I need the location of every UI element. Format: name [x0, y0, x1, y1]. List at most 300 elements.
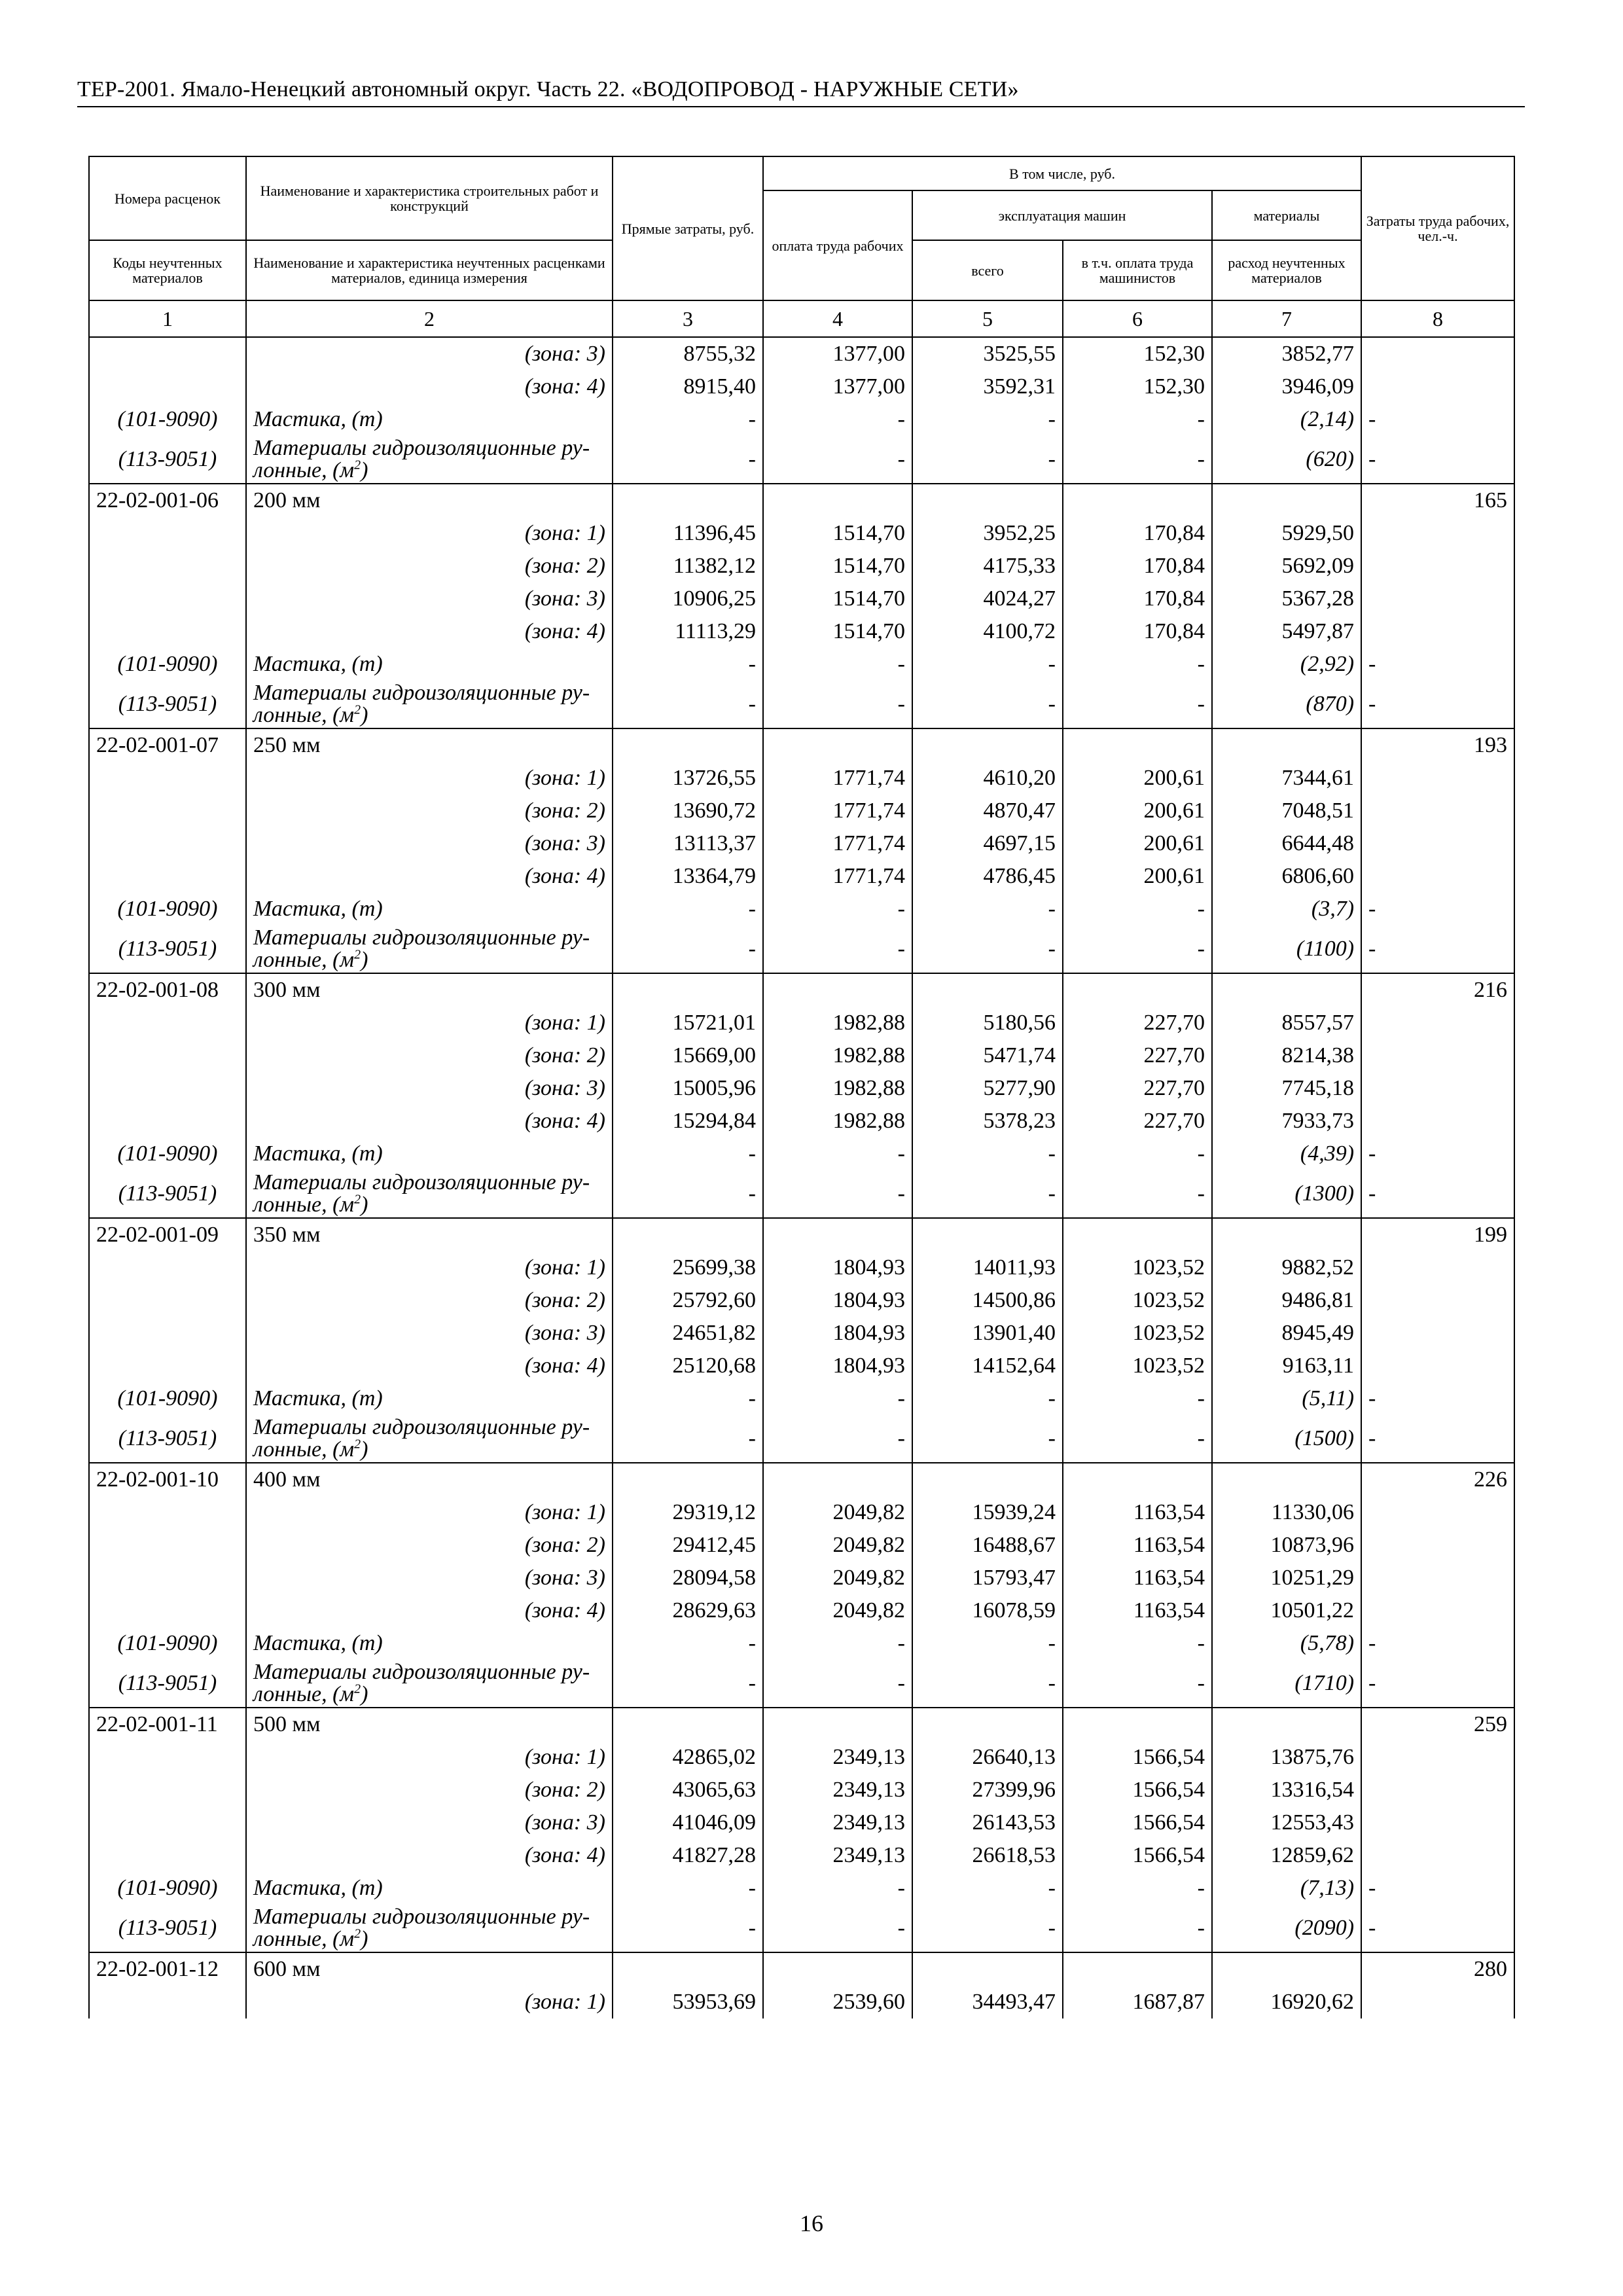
material-code: (101-9090): [89, 1872, 246, 1905]
unit-exponent: 2: [354, 1926, 361, 1941]
table-row: [89, 1562, 1514, 1594]
cell-empty: [1361, 1105, 1514, 1138]
machinist-pay-value: 1163,54: [1063, 1529, 1212, 1562]
materials-value: 7048,51: [1212, 795, 1361, 827]
cell-empty: [89, 1839, 246, 1872]
table-row: [89, 1138, 1514, 1170]
machine-total-value: -: [912, 648, 1063, 681]
direct-costs-value: -: [613, 1627, 763, 1660]
table-row: [89, 1284, 1514, 1317]
labor-costs-value: 199: [1361, 1218, 1514, 1251]
worker-pay-value: 1514,70: [763, 550, 912, 583]
material-name-line: Материалы гидроизоляционные ру-: [253, 1660, 590, 1684]
cell-empty: [89, 1284, 246, 1317]
table-row: [89, 681, 1514, 728]
machine-total-value: 4024,27: [912, 583, 1063, 615]
work-description: 250 мм: [246, 728, 613, 762]
cell-empty: [89, 1007, 246, 1039]
cell-empty: [89, 762, 246, 795]
machine-total-value: 4786,45: [912, 860, 1063, 893]
labor-costs-value: 216: [1361, 973, 1514, 1007]
material-consumption-value: (1100): [1212, 925, 1361, 973]
cell-empty: [912, 728, 1063, 762]
table-row: [89, 1007, 1514, 1039]
materials-value: 13316,54: [1212, 1774, 1361, 1806]
machinist-pay-value: 1566,54: [1063, 1839, 1212, 1872]
col-number: 3: [613, 300, 763, 337]
material-code: (113-9051): [89, 1170, 246, 1218]
cell-empty: [1361, 550, 1514, 583]
material-consumption-value: (7,13): [1212, 1872, 1361, 1905]
table-row: [89, 1905, 1514, 1952]
table-row: [89, 795, 1514, 827]
zone-label: (зона: 1): [246, 1741, 613, 1774]
machine-total-value: -: [912, 1415, 1063, 1463]
materials-value: 10873,96: [1212, 1529, 1361, 1562]
material-consumption-value: (2,14): [1212, 403, 1361, 436]
work-description: 300 мм: [246, 973, 613, 1007]
worker-pay-value: 1982,88: [763, 1105, 912, 1138]
cell-empty: [89, 370, 246, 403]
machinist-pay-value: 1163,54: [1063, 1594, 1212, 1627]
rate-code: 22-02-001-06: [89, 484, 246, 517]
labor-costs-value: -: [1361, 681, 1514, 728]
machine-total-value: 14011,93: [912, 1251, 1063, 1284]
cell-empty: [89, 1039, 246, 1072]
direct-costs-value: 13113,37: [613, 827, 763, 860]
direct-costs-value: -: [613, 925, 763, 973]
machine-total-value: -: [912, 1660, 1063, 1708]
materials-value: 5692,09: [1212, 550, 1361, 583]
direct-costs-value: 13690,72: [613, 795, 763, 827]
direct-costs-value: -: [613, 1660, 763, 1708]
cell-empty: [1361, 1007, 1514, 1039]
worker-pay-value: 2539,60: [763, 1986, 912, 2018]
materials-value: 12553,43: [1212, 1806, 1361, 1839]
direct-costs-value: 28094,58: [613, 1562, 763, 1594]
zone-label: (зона: 3): [246, 583, 613, 615]
worker-pay-value: 1804,93: [763, 1350, 912, 1382]
table-row: [89, 1218, 1514, 1251]
cell-empty: [89, 615, 246, 648]
cell-empty: [89, 1774, 246, 1806]
header-rule: [77, 106, 1525, 107]
machinist-pay-value: 1687,87: [1063, 1986, 1212, 2018]
machinist-pay-value: 1023,52: [1063, 1251, 1212, 1284]
worker-pay-value: -: [763, 1415, 912, 1463]
machinist-pay-value: -: [1063, 1660, 1212, 1708]
labor-costs-value: -: [1361, 1170, 1514, 1218]
machinist-pay-value: 152,30: [1063, 337, 1212, 370]
material-name-part: ): [361, 1193, 368, 1217]
machine-total-value: 5378,23: [912, 1105, 1063, 1138]
table-header: [89, 156, 1514, 337]
material-name: Мастика, (т): [246, 403, 613, 436]
labor-costs-value: 280: [1361, 1952, 1514, 1986]
cell-empty: [1361, 337, 1514, 370]
direct-costs-value: 11113,29: [613, 615, 763, 648]
cell-empty: [1361, 1350, 1514, 1382]
machinist-pay-value: -: [1063, 1905, 1212, 1952]
direct-costs-value: 15721,01: [613, 1007, 763, 1039]
materials-value: 7745,18: [1212, 1072, 1361, 1105]
worker-pay-value: 2349,13: [763, 1806, 912, 1839]
labor-costs-value: -: [1361, 893, 1514, 925]
direct-costs-value: 11382,12: [613, 550, 763, 583]
machinist-pay-value: 227,70: [1063, 1072, 1212, 1105]
machinist-pay-value: 1023,52: [1063, 1317, 1212, 1350]
worker-pay-value: 1804,93: [763, 1284, 912, 1317]
direct-costs-value: -: [613, 1170, 763, 1218]
machinist-pay-value: 227,70: [1063, 1039, 1212, 1072]
cell-empty: [912, 484, 1063, 517]
cell-empty: [1063, 1463, 1212, 1496]
cell-empty: [1361, 615, 1514, 648]
machine-total-value: 3952,25: [912, 517, 1063, 550]
zone-label: (зона: 1): [246, 1496, 613, 1529]
cell-empty: [1063, 1952, 1212, 1986]
table-row: [89, 1872, 1514, 1905]
direct-costs-value: -: [613, 893, 763, 925]
material-code: (101-9090): [89, 1627, 246, 1660]
cell-empty: [1361, 1594, 1514, 1627]
material-name: Мастика, (т): [246, 1627, 613, 1660]
direct-costs-value: -: [613, 1872, 763, 1905]
worker-pay-value: -: [763, 436, 912, 484]
cell-empty: [1361, 1986, 1514, 2018]
direct-costs-value: 25120,68: [613, 1350, 763, 1382]
cell-empty: [763, 484, 912, 517]
zone-label: (зона: 1): [246, 1251, 613, 1284]
cell-empty: [763, 1218, 912, 1251]
cell-empty: [1361, 827, 1514, 860]
table-row: [89, 1708, 1514, 1741]
cell-empty: [613, 484, 763, 517]
table-row: [89, 1627, 1514, 1660]
machinist-pay-value: -: [1063, 1382, 1212, 1415]
direct-costs-value: -: [613, 1382, 763, 1415]
materials-value: 9882,52: [1212, 1251, 1361, 1284]
worker-pay-value: 2349,13: [763, 1839, 912, 1872]
zone-label: (зона: 1): [246, 1007, 613, 1039]
rate-code: 22-02-001-11: [89, 1708, 246, 1741]
table-row: [89, 925, 1514, 973]
cell-empty: [763, 1463, 912, 1496]
zone-label: (зона: 2): [246, 1284, 613, 1317]
zone-label: (зона: 2): [246, 1529, 613, 1562]
worker-pay-value: 1804,93: [763, 1317, 912, 1350]
direct-costs-value: 53953,69: [613, 1986, 763, 2018]
cell-empty: [1361, 1741, 1514, 1774]
cell-empty: [89, 517, 246, 550]
machine-total-value: 4697,15: [912, 827, 1063, 860]
machinist-pay-value: 227,70: [1063, 1007, 1212, 1039]
machinist-pay-value: -: [1063, 1415, 1212, 1463]
material-name-part: ): [361, 948, 368, 972]
worker-pay-value: 1982,88: [763, 1007, 912, 1039]
direct-costs-value: 25792,60: [613, 1284, 763, 1317]
material-name-line: Материалы гидроизоляционные ру-: [253, 681, 590, 705]
machinist-pay-value: 1023,52: [1063, 1350, 1212, 1382]
machine-total-value: 15939,24: [912, 1496, 1063, 1529]
cell-empty: [912, 973, 1063, 1007]
materials-value: 10251,29: [1212, 1562, 1361, 1594]
machine-total-value: 15793,47: [912, 1562, 1063, 1594]
material-name-line: Материалы гидроизоляционные ру-: [253, 436, 590, 460]
table-row: [89, 973, 1514, 1007]
material-name-part: ): [361, 458, 368, 482]
material-consumption-value: (620): [1212, 436, 1361, 484]
machine-total-value: 16078,59: [912, 1594, 1063, 1627]
rate-code: 22-02-001-10: [89, 1463, 246, 1496]
labor-costs-value: 226: [1361, 1463, 1514, 1496]
direct-costs-value: 24651,82: [613, 1317, 763, 1350]
cell-empty: [1212, 484, 1361, 517]
cell-empty: [1063, 1218, 1212, 1251]
machine-total-value: -: [912, 436, 1063, 484]
direct-costs-value: 15005,96: [613, 1072, 763, 1105]
machine-total-value: 27399,96: [912, 1774, 1063, 1806]
table-row: [89, 1839, 1514, 1872]
material-consumption-value: (1500): [1212, 1415, 1361, 1463]
worker-pay-value: 1982,88: [763, 1039, 912, 1072]
material-name-line: Материалы гидроизоляционные ру-: [253, 1905, 590, 1929]
materials-value: 10501,22: [1212, 1594, 1361, 1627]
worker-pay-value: 1771,74: [763, 762, 912, 795]
material-name: Мастика, (т): [246, 1138, 613, 1170]
labor-costs-value: -: [1361, 1415, 1514, 1463]
machinist-pay-value: 1566,54: [1063, 1774, 1212, 1806]
cell-empty: [89, 1562, 246, 1594]
worker-pay-value: 1514,70: [763, 615, 912, 648]
cell-empty: [89, 1251, 246, 1284]
material-name-part: ): [361, 1437, 368, 1462]
cell-empty: [1212, 1708, 1361, 1741]
materials-value: 3946,09: [1212, 370, 1361, 403]
direct-costs-value: -: [613, 436, 763, 484]
material-code: (113-9051): [89, 436, 246, 484]
materials-value: 16920,62: [1212, 1986, 1361, 2018]
table-row: [89, 517, 1514, 550]
table-row: [89, 550, 1514, 583]
rate-code: 22-02-001-12: [89, 1952, 246, 1986]
worker-pay-value: -: [763, 893, 912, 925]
material-name: Мастика, (т): [246, 1872, 613, 1905]
cell-empty: [912, 1708, 1063, 1741]
cell-empty: [613, 1708, 763, 1741]
machine-total-value: 4175,33: [912, 550, 1063, 583]
direct-costs-value: 29412,45: [613, 1529, 763, 1562]
cell-empty: [89, 827, 246, 860]
cell-empty: [89, 1741, 246, 1774]
table-row: [89, 484, 1514, 517]
worker-pay-value: 1771,74: [763, 860, 912, 893]
machinist-pay-value: -: [1063, 1627, 1212, 1660]
machinist-pay-value: 200,61: [1063, 762, 1212, 795]
material-name: [246, 1170, 613, 1218]
cell-empty: [1063, 1708, 1212, 1741]
material-consumption-value: (1300): [1212, 1170, 1361, 1218]
machinist-pay-value: 200,61: [1063, 860, 1212, 893]
direct-costs-value: 41046,09: [613, 1806, 763, 1839]
cell-empty: [89, 1594, 246, 1627]
table-row: [89, 1463, 1514, 1496]
material-name-line: [253, 949, 605, 971]
th-rate-numbers: Номера расценок: [89, 156, 246, 240]
zone-label: (зона: 1): [246, 762, 613, 795]
machine-total-value: 13901,40: [912, 1317, 1063, 1350]
worker-pay-value: 1514,70: [763, 583, 912, 615]
machinist-pay-value: -: [1063, 648, 1212, 681]
cell-empty: [1212, 728, 1361, 762]
zone-label: (зона: 2): [246, 1774, 613, 1806]
direct-costs-value: 8755,32: [613, 337, 763, 370]
cell-empty: [613, 1218, 763, 1251]
cell-empty: [89, 1986, 246, 2018]
direct-costs-value: 11396,45: [613, 517, 763, 550]
cell-empty: [912, 1463, 1063, 1496]
unit-exponent: 2: [354, 457, 361, 473]
table-row: [89, 1594, 1514, 1627]
zone-label: (зона: 4): [246, 615, 613, 648]
material-name-line: Материалы гидроизоляционные ру-: [253, 1170, 590, 1194]
cell-empty: [89, 1317, 246, 1350]
zone-label: (зона: 2): [246, 1039, 613, 1072]
table-row: [89, 1529, 1514, 1562]
direct-costs-value: 15294,84: [613, 1105, 763, 1138]
unit-exponent: 2: [354, 947, 361, 962]
cell-empty: [89, 337, 246, 370]
cell-empty: [1361, 1839, 1514, 1872]
zone-label: (зона: 1): [246, 517, 613, 550]
material-name: [246, 1415, 613, 1463]
labor-costs-value: -: [1361, 1382, 1514, 1415]
zone-label: (зона: 4): [246, 1839, 613, 1872]
table-row: [89, 893, 1514, 925]
direct-costs-value: -: [613, 1905, 763, 1952]
machine-total-value: 26618,53: [912, 1839, 1063, 1872]
zone-label: (зона: 3): [246, 827, 613, 860]
th-labor-costs: Затраты труда рабочих, чел.-ч.: [1361, 156, 1514, 300]
zone-label: (зона: 2): [246, 795, 613, 827]
material-consumption-value: (4,39): [1212, 1138, 1361, 1170]
zone-label: (зона: 3): [246, 1806, 613, 1839]
machinist-pay-value: 1023,52: [1063, 1284, 1212, 1317]
table-row: [89, 1039, 1514, 1072]
table-row: [89, 1170, 1514, 1218]
worker-pay-value: 2049,82: [763, 1594, 912, 1627]
materials-value: 13875,76: [1212, 1741, 1361, 1774]
labor-costs-value: 193: [1361, 728, 1514, 762]
machine-total-value: 3592,31: [912, 370, 1063, 403]
material-name-part: ): [361, 1927, 368, 1951]
machine-total-value: -: [912, 1872, 1063, 1905]
cell-empty: [89, 1105, 246, 1138]
machine-total-value: 3525,55: [912, 337, 1063, 370]
machinist-pay-value: 1163,54: [1063, 1496, 1212, 1529]
machine-total-value: 4870,47: [912, 795, 1063, 827]
material-name-part: лонные, (м: [253, 1927, 355, 1951]
table-row: [89, 1496, 1514, 1529]
col-number: 5: [912, 300, 1063, 337]
material-consumption-value: (5,11): [1212, 1382, 1361, 1415]
page-number: 16: [800, 2210, 823, 2236]
th-unaccounted-name: Наименование и характеристика неучтенных расценками материалов, единица измерения: [246, 240, 613, 300]
labor-costs-value: 165: [1361, 484, 1514, 517]
cell-empty: [1361, 1806, 1514, 1839]
table-row: [89, 370, 1514, 403]
material-name: Мастика, (т): [246, 893, 613, 925]
cell-empty: [1361, 1317, 1514, 1350]
machinist-pay-value: -: [1063, 893, 1212, 925]
cell-empty: [613, 973, 763, 1007]
worker-pay-value: -: [763, 1170, 912, 1218]
direct-costs-value: 43065,63: [613, 1774, 763, 1806]
cell-empty: [1361, 1529, 1514, 1562]
direct-costs-value: 8915,40: [613, 370, 763, 403]
machine-total-value: 14152,64: [912, 1350, 1063, 1382]
cell-empty: [1212, 1952, 1361, 1986]
table-row: [89, 1415, 1514, 1463]
materials-value: 9163,11: [1212, 1350, 1361, 1382]
machine-total-value: -: [912, 1138, 1063, 1170]
material-consumption-value: (5,78): [1212, 1627, 1361, 1660]
table-row: [89, 1660, 1514, 1708]
cell-empty: [1361, 583, 1514, 615]
machinist-pay-value: -: [1063, 1138, 1212, 1170]
worker-pay-value: 1771,74: [763, 795, 912, 827]
table-row: [89, 1382, 1514, 1415]
materials-value: 8557,57: [1212, 1007, 1361, 1039]
zone-label: (зона: 2): [246, 550, 613, 583]
material-code: (113-9051): [89, 925, 246, 973]
worker-pay-value: -: [763, 1627, 912, 1660]
col-number: 1: [89, 300, 246, 337]
worker-pay-value: -: [763, 681, 912, 728]
material-code: (101-9090): [89, 403, 246, 436]
unit-exponent: 2: [354, 1681, 361, 1696]
machinist-pay-value: -: [1063, 1170, 1212, 1218]
machinist-pay-value: -: [1063, 925, 1212, 973]
machine-total-value: 5471,74: [912, 1039, 1063, 1072]
worker-pay-value: -: [763, 1872, 912, 1905]
direct-costs-value: -: [613, 681, 763, 728]
cell-empty: [763, 973, 912, 1007]
cell-empty: [763, 1708, 912, 1741]
th-including: В том числе, руб.: [763, 156, 1361, 190]
material-name-part: лонные, (м: [253, 1437, 355, 1462]
materials-value: 6806,60: [1212, 860, 1361, 893]
cell-empty: [763, 1952, 912, 1986]
cell-empty: [1361, 1774, 1514, 1806]
materials-value: 8214,38: [1212, 1039, 1361, 1072]
zone-label: (зона: 4): [246, 860, 613, 893]
table-row: [89, 1774, 1514, 1806]
direct-costs-value: 10906,25: [613, 583, 763, 615]
cell-empty: [89, 583, 246, 615]
machine-total-value: -: [912, 1382, 1063, 1415]
labor-costs-value: -: [1361, 648, 1514, 681]
labor-costs-value: -: [1361, 403, 1514, 436]
cell-empty: [1361, 1284, 1514, 1317]
material-name-line: [253, 1928, 605, 1950]
table-row: [89, 1741, 1514, 1774]
cell-empty: [912, 1952, 1063, 1986]
materials-value: 12859,62: [1212, 1839, 1361, 1872]
cell-empty: [1361, 1496, 1514, 1529]
direct-costs-value: -: [613, 1138, 763, 1170]
labor-costs-value: -: [1361, 1872, 1514, 1905]
